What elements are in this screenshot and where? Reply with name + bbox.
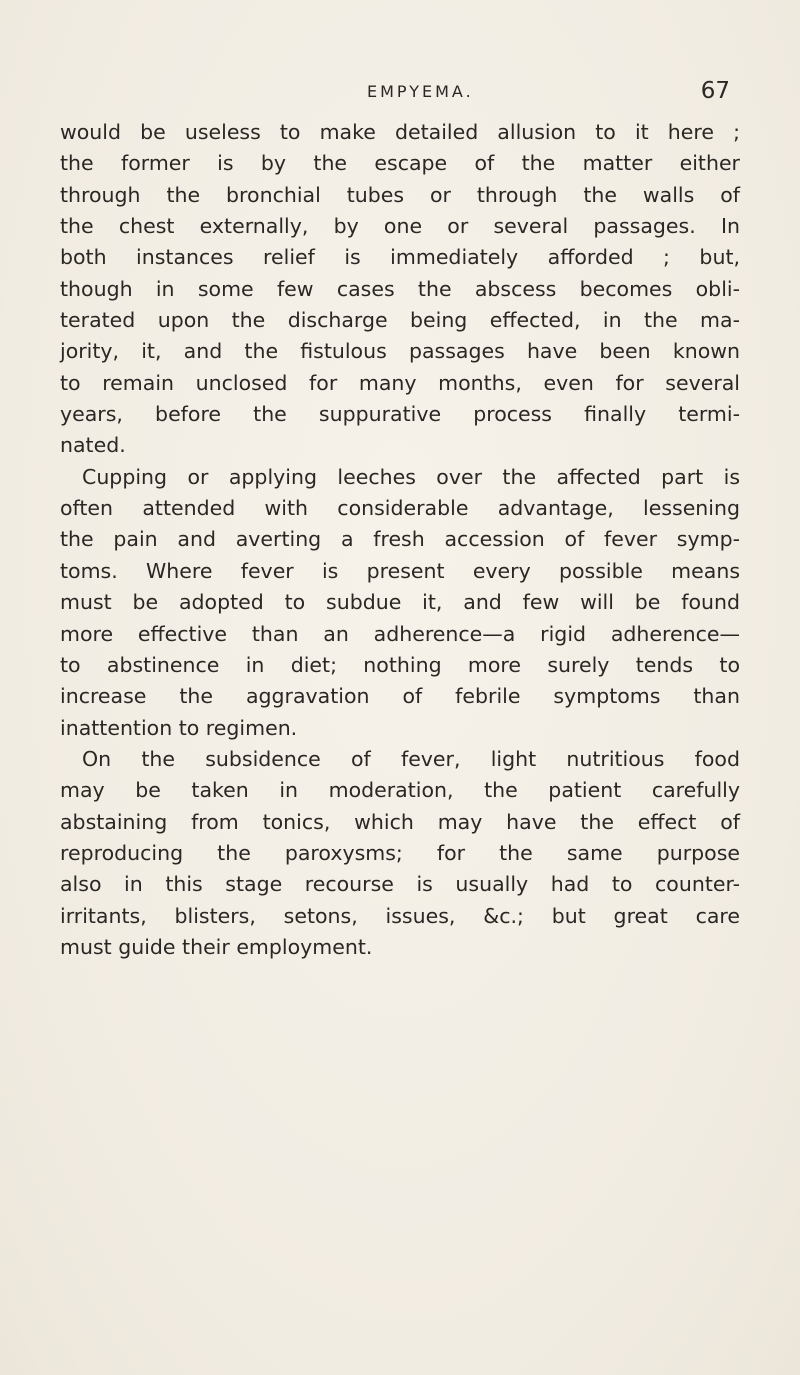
- text-line: irritants, blisters, setons, issues, &c.; but great care: [60, 903, 740, 928]
- text-line: to remain unclosed for many months, even for several: [60, 370, 740, 395]
- page-number: 67: [700, 78, 730, 104]
- paragraph-1: [60, 117, 740, 462]
- text-line: through the bronchial tubes or through the walls of: [60, 182, 740, 207]
- text-line: jority, it, and the fistulous passages have been known: [60, 339, 740, 364]
- text-line: years, before the suppurative process finally termi-: [60, 402, 740, 427]
- text-line: inattention to regimen.: [60, 715, 298, 740]
- text-line: the chest externally, by one or several passages. In: [60, 214, 740, 239]
- text-line: would be useless to make detailed allusion to it here ;: [60, 120, 740, 144]
- text-line: abstaining from tonics, which may have the effect of: [60, 809, 740, 834]
- text-line: to abstinence in diet; nothing more surely tends to: [60, 652, 740, 677]
- paragraph-2: [60, 462, 740, 744]
- text-line: toms. Where fever is present every possible means: [60, 558, 740, 583]
- text-line: the pain and averting a fresh accession of fever symp-: [60, 527, 740, 552]
- text-line: though in some few cases the abscess becomes obli-: [60, 276, 740, 301]
- text-line: must guide their employment.: [60, 934, 373, 959]
- text-line: reproducing the paroxysms; for the same purpose: [60, 840, 740, 865]
- text-line: On the subsidence of fever, light nutritious food: [82, 746, 740, 771]
- text-line: both instances relief is immediately afforded ; but,: [60, 245, 740, 270]
- text-line: often attended with considerable advantage, lessening: [60, 496, 740, 521]
- text-line: more effective than an adherence—a rigid adherence—: [60, 621, 740, 646]
- text-line: terated upon the discharge being effected, in the ma-: [60, 308, 740, 333]
- text-line: must be adopted to subdue it, and few will be found: [60, 590, 740, 615]
- text-line: increase the aggravation of febrile symptoms than: [60, 684, 740, 709]
- text-line: Cupping or applying leeches over the affected part is: [82, 464, 740, 489]
- body-text: [60, 117, 740, 963]
- text-line: may be taken in moderation, the patient carefully: [60, 778, 740, 803]
- text-line: also in this stage recourse is usually had to counter-: [60, 872, 740, 897]
- running-head: EMPYEMA.: [367, 82, 474, 101]
- page-header: [60, 80, 730, 110]
- text-line: the former is by the escape of the matter either: [60, 151, 740, 176]
- paragraph-3: [60, 744, 740, 963]
- text-line: nated.: [60, 433, 126, 458]
